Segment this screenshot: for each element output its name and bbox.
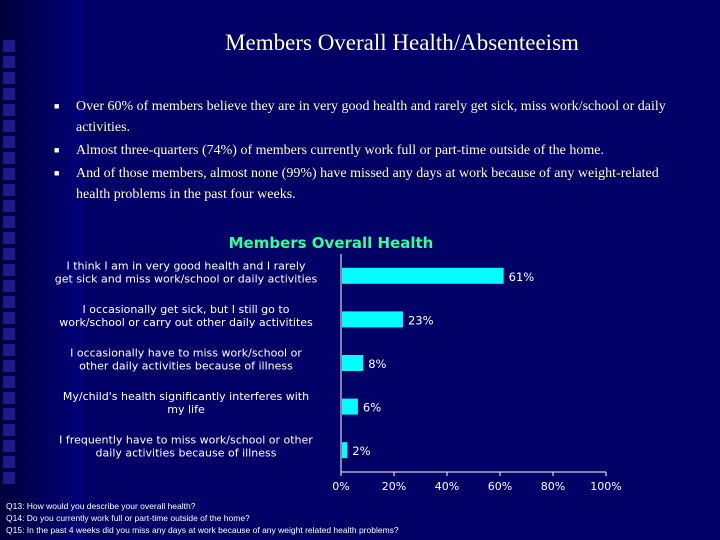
bullet-item: [54, 96, 674, 138]
category-label-line: get sick and miss work/school or daily activities: [54, 272, 318, 286]
category-label: [59, 303, 313, 329]
decor-square: [3, 184, 15, 196]
bar: [342, 268, 504, 284]
bar-value-label: 23%: [407, 313, 434, 328]
decor-square: [3, 56, 15, 68]
x-tick-label: 40%: [434, 480, 460, 493]
decor-square: [3, 104, 15, 116]
bar: [342, 311, 403, 327]
decor-square: [3, 216, 15, 228]
bullet-text: Over 60% of members believe they are in very good health and rarely get sick, miss work/school or daily activities.: [76, 99, 666, 135]
bar: [342, 355, 363, 371]
x-tick-label: 60%: [487, 480, 513, 493]
health-bar-chart: [0, 228, 720, 500]
decor-square: [3, 120, 15, 132]
bullet-square-icon: ■: [54, 145, 60, 155]
bar-value-label: 2%: [352, 444, 371, 459]
bullet-item: [54, 163, 674, 205]
category-label: [63, 390, 309, 416]
category-label: [70, 347, 302, 373]
decor-square: [3, 72, 15, 84]
footnote-q14: Q14: Do you currently work full or part-time outside of the home?: [6, 513, 250, 523]
x-tick-label: 20%: [381, 480, 407, 493]
bullet-text: Almost three-quarters (74%) of members currently work full or part-time outside of the home.: [76, 143, 604, 158]
bullet-square-icon: ■: [54, 101, 60, 111]
category-label: [55, 259, 318, 285]
category-label-line: I frequently have to miss work/school or other: [59, 433, 313, 447]
bullet-text: And of those members, almost none (99%) have missed any days at work because of any weight-related health problems in the past four weeks.: [76, 166, 659, 202]
bar: [342, 399, 358, 415]
bar-value-label: 6%: [362, 400, 382, 415]
slide-title: Members Overall Health/Absenteeism: [225, 30, 579, 55]
decor-square: [3, 40, 15, 52]
decor-square: [3, 152, 15, 164]
footnote-q13: Q13: How would you describe your overall health?: [6, 501, 196, 511]
bullet-square-icon: ■: [54, 168, 60, 178]
category-label-line: other daily activities because of illness: [79, 359, 293, 373]
decor-square: [3, 136, 15, 148]
x-tick-label: 0%: [332, 480, 350, 493]
footnotes: [6, 500, 399, 536]
decor-square: [3, 168, 15, 180]
bullet-item: [54, 140, 674, 161]
x-tick-label: 100%: [590, 480, 622, 493]
category-label: [59, 434, 313, 460]
category-label-line: work/school or carry out other daily activitites: [59, 315, 313, 329]
category-label-line: daily activities because of illness: [95, 446, 277, 460]
decor-square: [3, 88, 15, 100]
bar-value-label: 61%: [508, 269, 535, 284]
category-label-line: I think I am in very good health and I rarely: [66, 259, 306, 273]
bullet-list: [54, 96, 674, 207]
category-label-line: I occasionally have to miss work/school or: [70, 346, 302, 360]
category-label-line: my life: [167, 403, 205, 417]
bar-value-label: 8%: [368, 357, 387, 371]
decor-square: [3, 200, 15, 212]
footnote-q15: Q15: In the past 4 weeks did you miss any days at work because of any weight related health problems?: [6, 525, 399, 535]
chart-title: Members Overall Health: [228, 234, 434, 252]
x-tick-label: 80%: [540, 480, 566, 493]
bar: [342, 442, 347, 458]
category-label-line: My/child's health significantly interferes with: [62, 390, 310, 404]
category-label-line: I occasionally get sick, but I still go to: [82, 302, 290, 316]
